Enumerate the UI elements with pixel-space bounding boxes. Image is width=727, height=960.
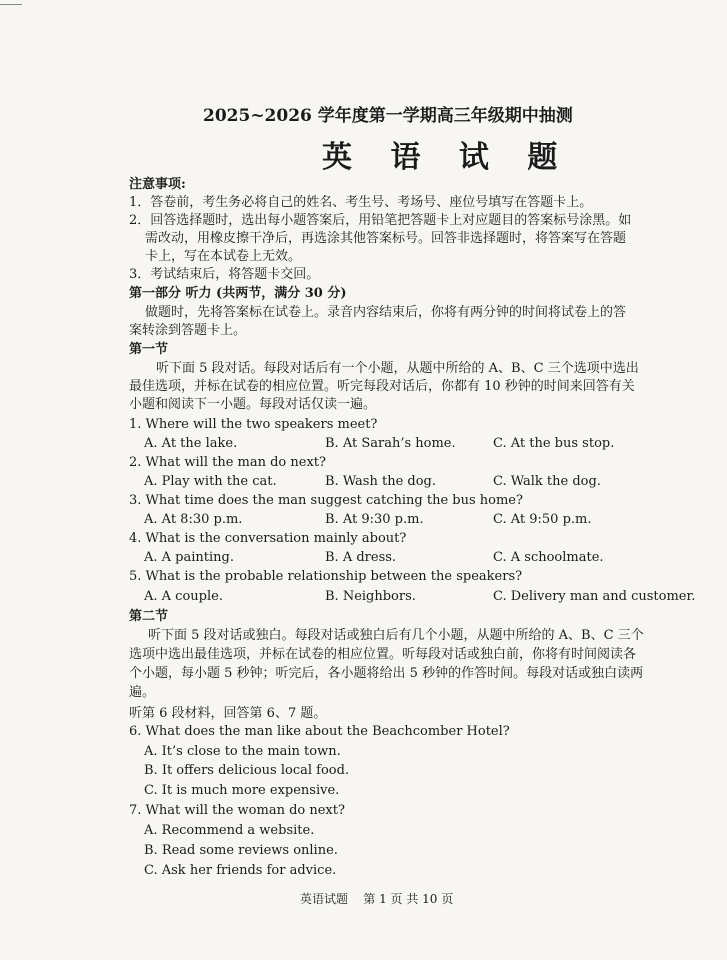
question-5-option-a: A. A couple. <box>144 589 223 604</box>
part1-intro-line-2: 案转涂到答题卡上。 <box>129 323 247 338</box>
section1-intro-line-2: 最佳选项，并标在试卷的相应位置。听完每段对话后，你都有 10 秒钟的时间来回答有关 <box>129 379 635 394</box>
question-1-option-c: C. At the bus stop. <box>493 436 615 451</box>
question-2-option-b: B. Wash the dog. <box>325 474 437 489</box>
notes-item-1: 1．答卷前，考生务必将自己的姓名、考生号、考场号、座位号填写在答题卡上。 <box>129 195 593 210</box>
section2-intro-line-4: 遍。 <box>129 685 156 700</box>
notes-item-2-line-2: 需改动，用橡皮擦干净后，再选涂其他答案标号。回答非选择题时，将答案写在答题 <box>145 231 627 246</box>
question-5: 5. What is the probable relationship between the speakers? <box>129 569 523 584</box>
question-4-option-c: C. A schoolmate. <box>493 550 604 565</box>
notes-item-3: 3．考试结束后，将答题卡交回。 <box>129 267 320 282</box>
question-2: 2. What will the man do next? <box>129 455 326 470</box>
section2-material-6: 听第 6 段材料，回答第 6、7 题。 <box>129 706 327 721</box>
question-3-option-b: B. At 9:30 p.m. <box>325 512 424 527</box>
question-7-option-c: C. Ask her friends for advice. <box>144 863 337 878</box>
question-1-option-a: A. At the lake. <box>144 436 238 451</box>
question-1-option-b: B. At Sarah’s home. <box>325 436 456 451</box>
question-2-option-a: A. Play with the cat. <box>144 474 277 489</box>
part1-intro-line-1: 做题时，先将答案标在试卷上。录音内容结束后，你将有两分钟的时间将试卷上的答 <box>145 305 627 320</box>
question-6-option-c: C. It is much more expensive. <box>144 783 340 798</box>
section1-heading: 第一节 <box>129 342 169 357</box>
question-5-option-c: C. Delivery man and customer. <box>493 589 696 604</box>
part1-heading: 第一部分 听力 (共两节，满分 30 分) <box>129 286 347 301</box>
question-3: 3. What time does the man suggest catching the bus home? <box>129 493 523 508</box>
section1-intro-line-3: 小题和阅读下一小题。每段对话仅读一遍。 <box>129 397 377 412</box>
notes-heading: 注意事项: <box>129 177 186 192</box>
exam-title: 2025~2026 学年度第一学期高三年级期中抽测 <box>203 106 573 126</box>
section2-heading: 第二节 <box>129 609 169 624</box>
notes-item-2-line-3: 卡上，写在本试卷上无效。 <box>145 249 302 264</box>
section1-intro-line-1: 听下面 5 段对话。每段对话后有一个小题，从题中所给的 A、B、C 三个选项中选出 <box>156 361 639 376</box>
section2-intro-line-3: 个小题，每小题 5 秒钟；听完后，各小题将给出 5 秒钟的作答时间。每段对话或独白读两 <box>129 666 644 681</box>
question-7-option-a: A. Recommend a website. <box>144 823 315 838</box>
question-7-option-b: B. Read some reviews online. <box>144 843 338 858</box>
question-6-option-a: A. It’s close to the main town. <box>144 744 341 759</box>
subject-title: 英 语 试 题 <box>322 140 572 175</box>
question-4-option-a: A. A painting. <box>144 550 234 565</box>
question-3-option-a: A. At 8:30 p.m. <box>144 512 243 527</box>
question-4: 4. What is the conversation mainly about? <box>129 531 407 546</box>
question-3-option-c: C. At 9:50 p.m. <box>493 512 592 527</box>
question-6-option-b: B. It offers delicious local food. <box>144 763 350 778</box>
question-4-option-b: B. A dress. <box>325 550 397 565</box>
page-footer: 英语试题 第 1 页 共 10 页 <box>300 892 454 906</box>
section2-intro-line-1: 听下面 5 段对话或独白。每段对话或独白后有几个小题，从题中所给的 A、B、C 三个 <box>148 628 644 643</box>
notes-item-2-line-1: 2．回答选择题时，选出每小题答案后，用铅笔把答题卡上对应题目的答案标号涂黑。如 <box>129 213 632 228</box>
question-1: 1. Where will the two speakers meet? <box>129 417 378 432</box>
question-6: 6. What does the man like about the Beachcomber Hotel? <box>129 724 510 739</box>
question-5-option-b: B. Neighbors. <box>325 589 416 604</box>
question-2-option-c: C. Walk the dog. <box>493 474 601 489</box>
section2-intro-line-2: 选项中选出最佳选项，并标在试卷的相应位置。听每段对话或独白前，你将有时间阅读各 <box>129 647 637 662</box>
question-7: 7. What will the woman do next? <box>129 803 345 818</box>
corner-scan-mark <box>0 4 22 5</box>
